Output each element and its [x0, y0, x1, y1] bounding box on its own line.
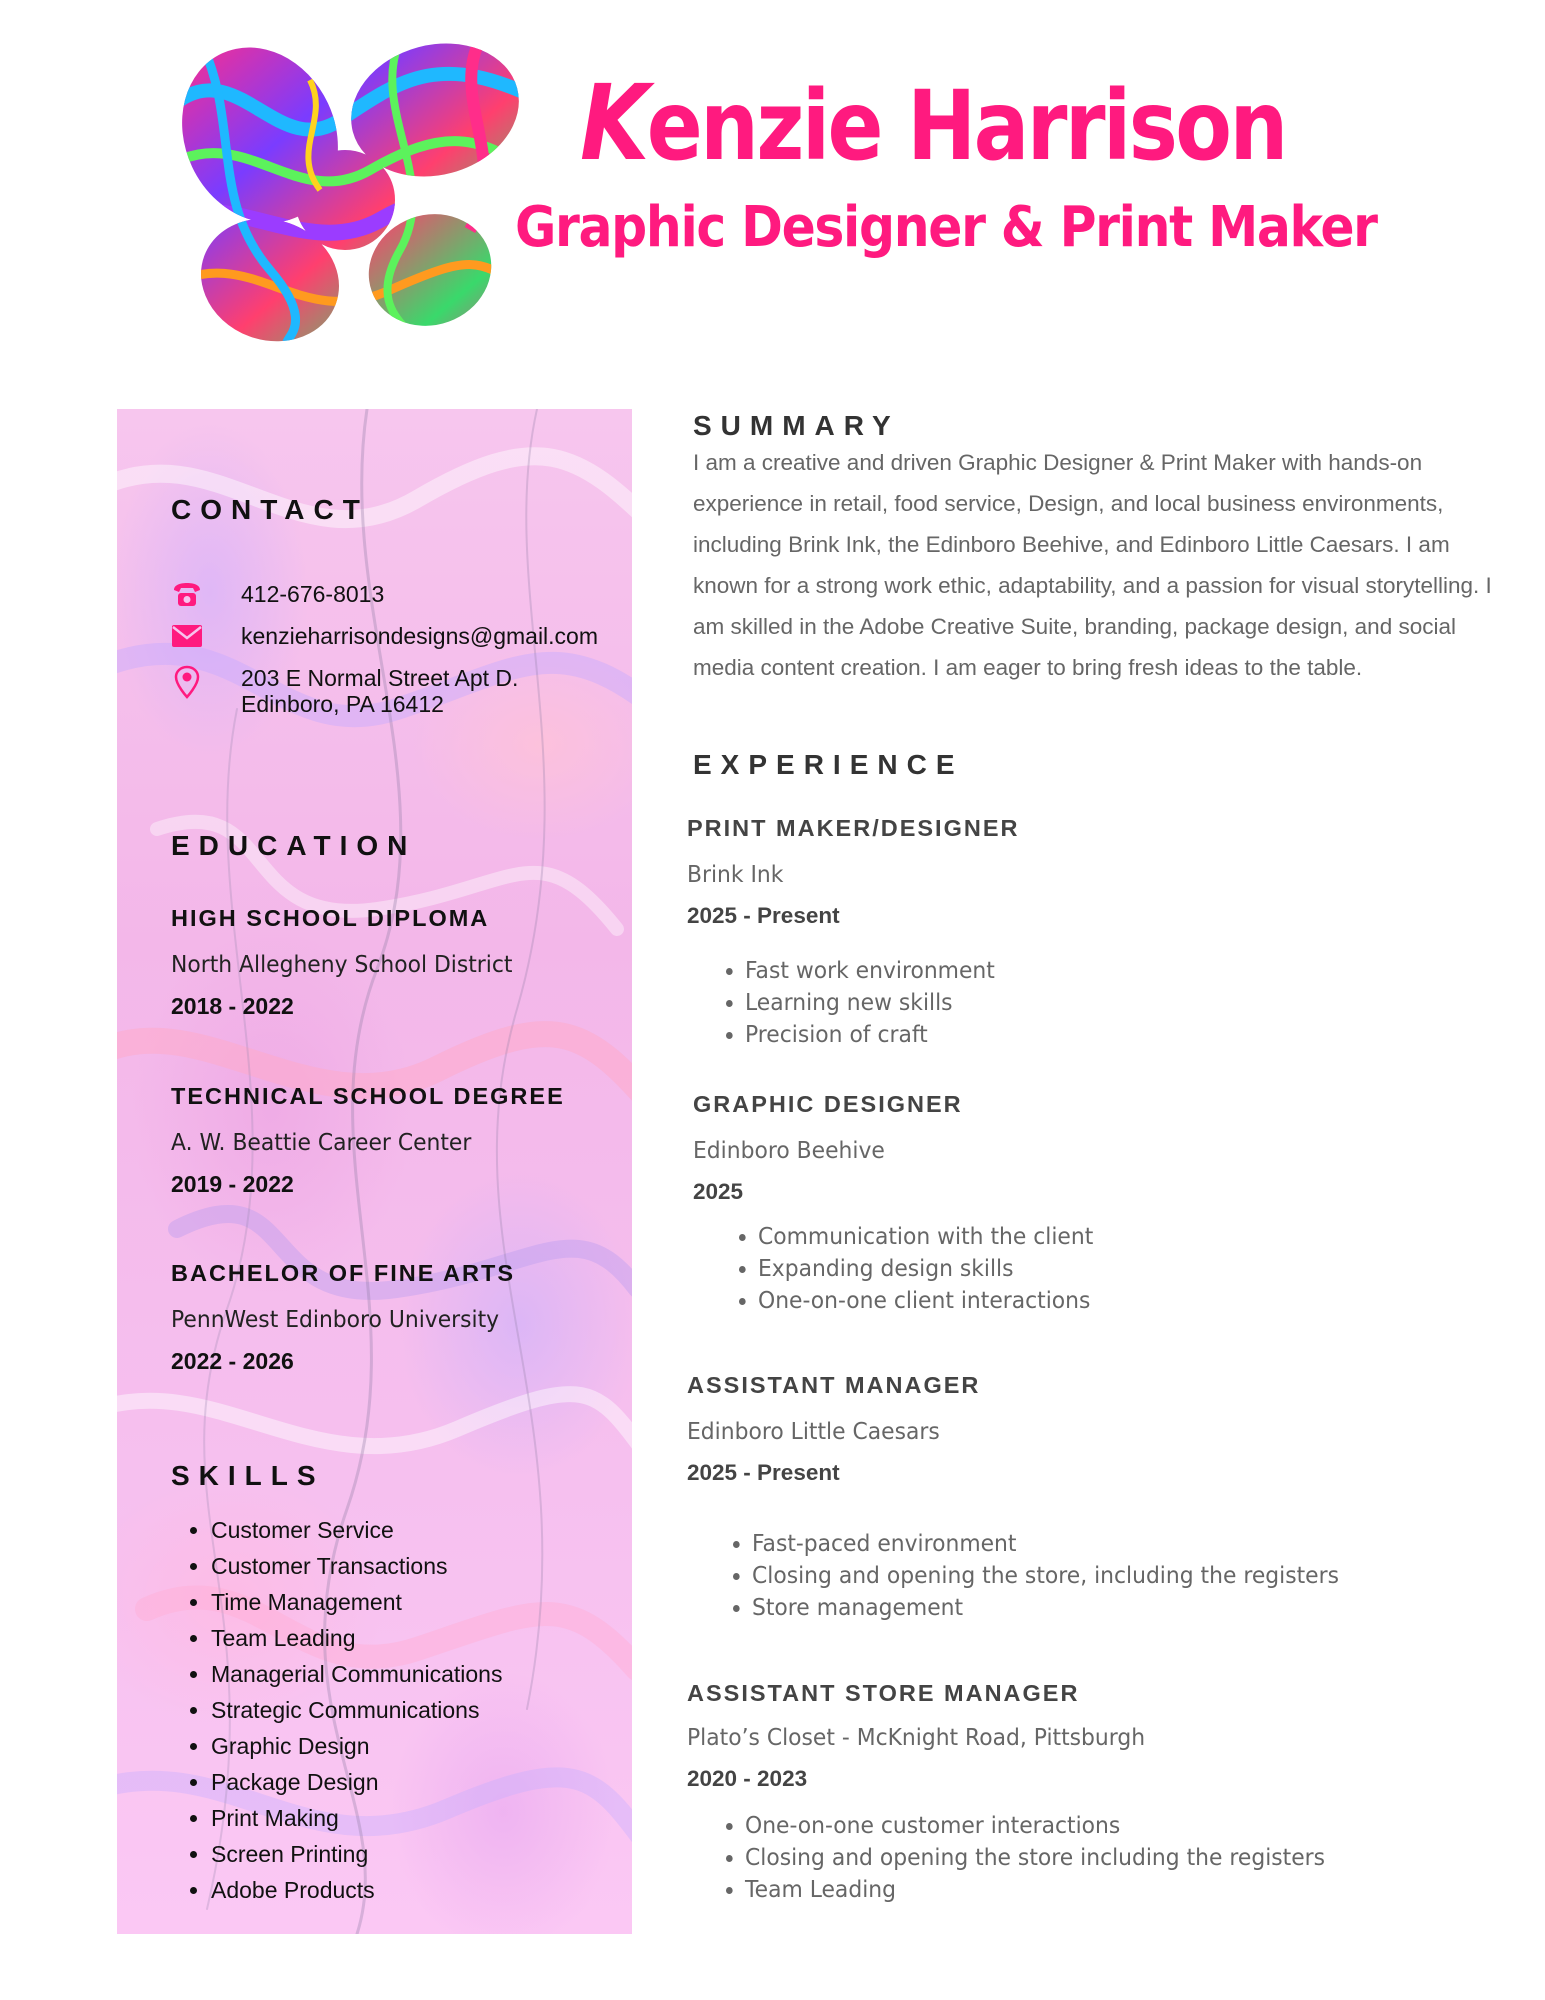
k-logo [180, 40, 540, 350]
contact-address [171, 665, 518, 717]
location-pin-icon [171, 665, 203, 693]
edu-years-2: 2019 - 2022 [171, 1171, 294, 1197]
sidebar-panel [117, 409, 632, 1934]
job-company-3: Edinboro Little Caesars [687, 1419, 940, 1445]
job-years-2: 2025 [693, 1179, 744, 1204]
job-title-3: ASSISTANT MANAGER [687, 1372, 981, 1398]
contact-heading: CONTACT [171, 494, 369, 525]
job-years-3: 2025 - Present [687, 1460, 840, 1485]
tagline: Graphic Designer & Print Maker [515, 195, 1377, 260]
list-item: • Store management [752, 1592, 1339, 1624]
job-years-1: 2025 - Present [687, 903, 840, 928]
summary-text: I am a creative and driven Graphic Designer & Print Maker with hands-on experience in retail, food service, Design, and local business environments, including Brink Ink, the Edinboro Beehive, and Edinboro Little Caesars. I am known for a strong work ethic, adaptability, and a passion for visual storytelling. I am skilled in the Adobe Creative Suite, branding, package design, and social media content creation. I am eager to bring fresh ideas to the table. [693, 450, 1492, 680]
edu-school-3: PennWest Edinboro University [171, 1307, 500, 1333]
address-line-1: 203 E Normal Street Apt D. [241, 665, 519, 691]
email-link[interactable]: kenzieharrisondesigns@gmail.com [241, 623, 599, 649]
experience-heading: EXPERIENCE [693, 749, 964, 780]
job-company-4: Plato’s Closet - McKnight Road, Pittsburgh [687, 1725, 1146, 1751]
job-bullets-2 [724, 1221, 1111, 1317]
job-title-2: GRAPHIC DESIGNER [693, 1091, 963, 1117]
edu-school-2: A. W. Beattie Career Center [171, 1130, 472, 1156]
list-item: • Fast work environment [745, 955, 995, 987]
job-bullets-4 [711, 1810, 1356, 1906]
name-rest: enzie Harrison [646, 70, 1286, 182]
skills-heading: SKILLS [171, 1460, 325, 1491]
job-years-4: 2020 - 2023 [687, 1766, 808, 1791]
edu-degree-2: TECHNICAL SCHOOL DEGREE [171, 1083, 565, 1109]
edu-years-3: 2022 - 2026 [171, 1348, 294, 1374]
list-item: • Fast-paced environment [752, 1528, 1339, 1560]
skills-list [171, 1512, 502, 1908]
job-title-4: ASSISTANT STORE MANAGER [687, 1680, 1080, 1706]
address-line-2: Edinboro, PA 16412 [241, 691, 444, 717]
skill-item: • Team Leading [211, 1620, 502, 1656]
skill-item: • Managerial Communications [211, 1656, 502, 1692]
contact-phone [171, 581, 384, 609]
list-item: • One-on-one customer interactions [745, 1810, 1325, 1842]
skill-item: • Strategic Communications [211, 1692, 502, 1728]
envelope-icon [171, 623, 203, 651]
phone-icon [171, 581, 203, 609]
list-item: • Team Leading [745, 1874, 1325, 1906]
skill-item: • Graphic Design [211, 1728, 502, 1764]
summary-heading: SUMMARY [693, 410, 900, 441]
skill-item: • Print Making [211, 1800, 502, 1836]
contact-email [171, 623, 598, 651]
skill-item: • Adobe Products [211, 1872, 502, 1908]
skill-item: • Time Management [211, 1584, 502, 1620]
edu-degree-3: BACHELOR OF FINE ARTS [171, 1260, 516, 1286]
list-item: • One-on-one client interactions [758, 1285, 1093, 1317]
name-heading [580, 62, 1286, 184]
list-item: • Learning new skills [745, 987, 995, 1019]
job-bullets-3 [718, 1528, 1370, 1624]
list-item: • Closing and opening the store including the registers [745, 1842, 1325, 1874]
skill-item: • Screen Printing [211, 1836, 502, 1872]
job-title-1: PRINT MAKER/DESIGNER [687, 815, 1020, 841]
list-item: • Communication with the client [758, 1221, 1093, 1253]
address-text [241, 665, 518, 717]
list-item: • Precision of craft [745, 1019, 995, 1051]
job-company-1: Brink Ink [687, 862, 784, 888]
job-bullets-1 [711, 955, 1008, 1051]
skill-item: • Package Design [211, 1764, 502, 1800]
edu-years-1: 2018 - 2022 [171, 993, 294, 1019]
phone-text[interactable]: 412-676-8013 [241, 581, 385, 607]
job-company-2: Edinboro Beehive [693, 1138, 885, 1164]
list-item: • Expanding design skills [758, 1253, 1093, 1285]
skill-item: • Customer Service [211, 1512, 502, 1548]
list-item: • Closing and opening the store, including the registers [752, 1560, 1339, 1592]
name-initial: K [580, 62, 647, 184]
edu-school-1: North Allegheny School District [171, 952, 513, 978]
education-heading: EDUCATION [171, 830, 417, 861]
edu-degree-1: HIGH SCHOOL DIPLOMA [171, 905, 490, 931]
skill-item: • Customer Transactions [211, 1548, 502, 1584]
